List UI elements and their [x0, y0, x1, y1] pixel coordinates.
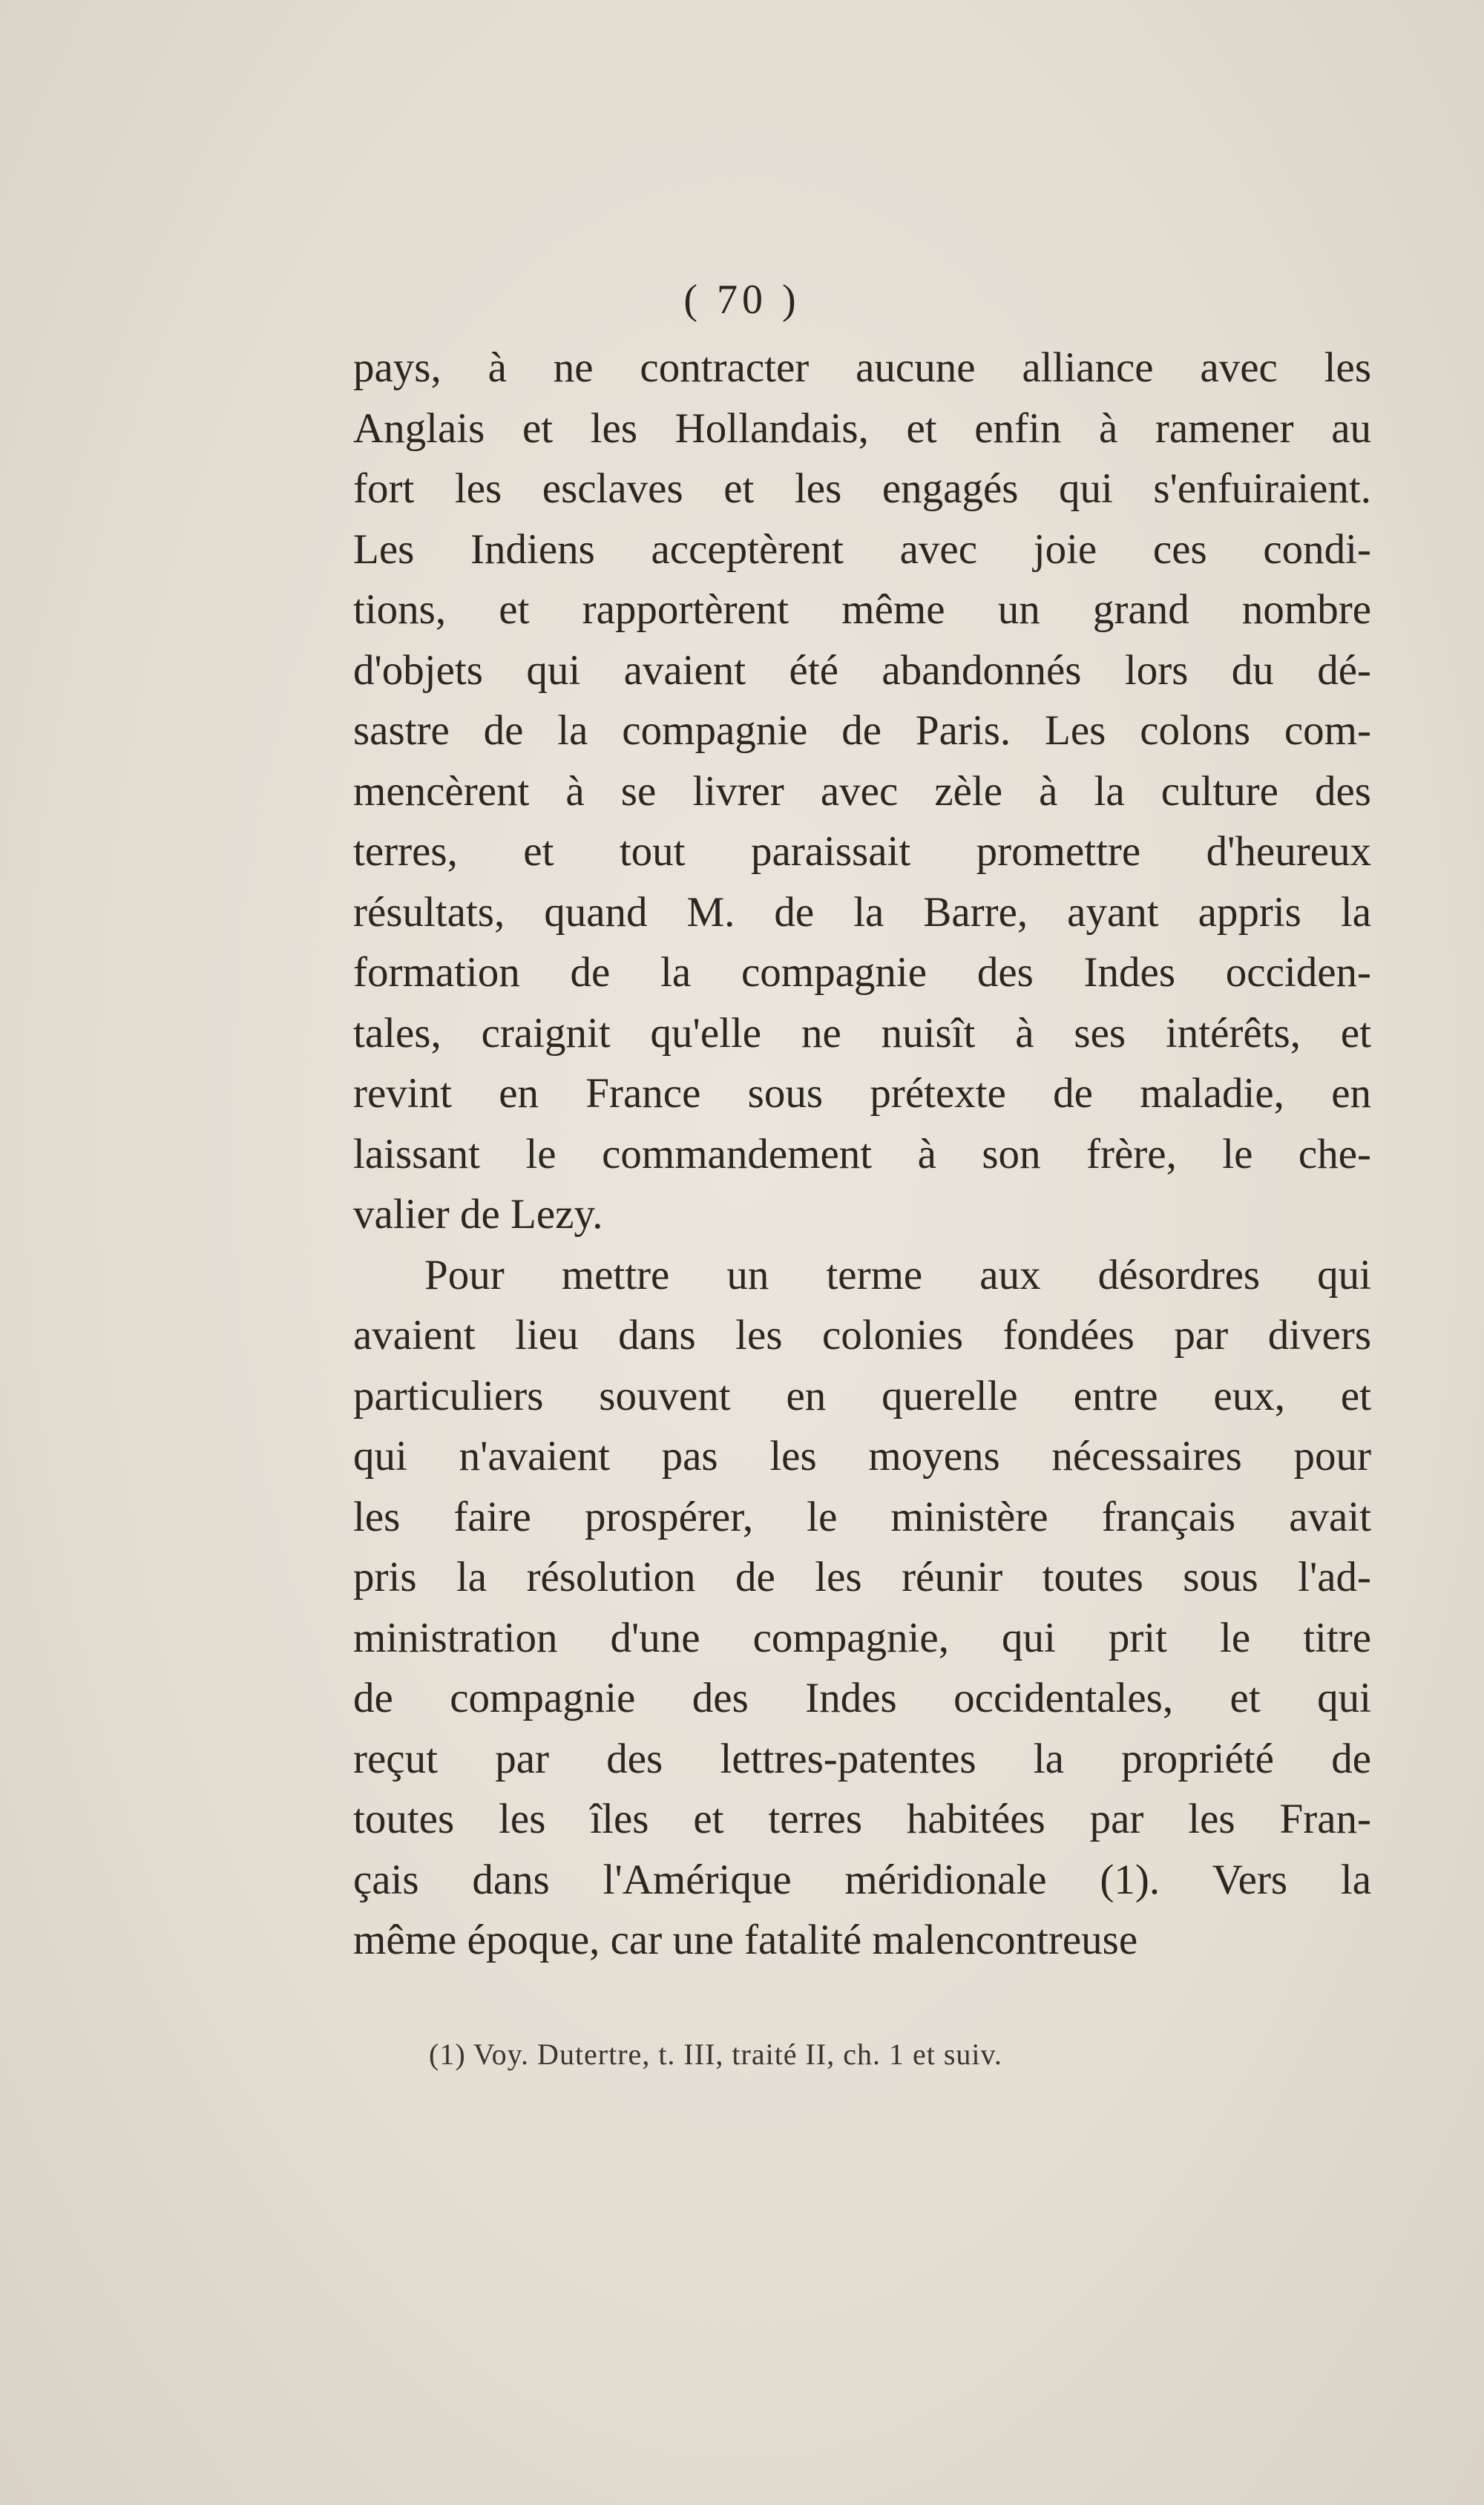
text-line: pris la résolution de les réunir toutes sous l'ad-	[353, 1554, 1371, 1600]
text-line: de compagnie des Indes occidentales, et qui	[353, 1675, 1371, 1721]
text-line: particuliers souvent en querelle entre eux, et	[353, 1372, 1371, 1419]
text-line: fort les esclaves et les engagés qui s'enfuiraient.	[353, 465, 1371, 512]
paragraph	[353, 1245, 1371, 1971]
text-line: ministration d'une compagnie, qui prit le titre	[353, 1614, 1371, 1661]
text-line: tales, craignit qu'elle ne nuisît à ses intérêts, et	[353, 1009, 1371, 1057]
text-line: pays, à ne contracter aucune alliance avec les	[353, 344, 1371, 391]
footnote: (1) Voy. Dutertre, t. III, traité II, ch. 1 et suiv.	[429, 2038, 1002, 2071]
body-text	[353, 338, 1371, 1971]
text-line: terres, et tout paraissait promettre d'heureux	[353, 828, 1371, 875]
text-line: revint en France sous prétexte de maladie, en	[353, 1070, 1371, 1117]
text-line: Pour mettre un terme aux désordres qui	[424, 1251, 1371, 1299]
text-line: reçut par des lettres-patentes la propriété de	[353, 1735, 1371, 1782]
text-line: qui n'avaient pas les moyens nécessaires pour	[353, 1433, 1371, 1480]
text-line: Les Indiens acceptèrent avec joie ces condi-	[353, 525, 1371, 573]
text-line: laissant le commandement à son frère, le che-	[353, 1130, 1371, 1178]
text-line: valier de Lezy.	[353, 1191, 603, 1238]
paragraph	[353, 338, 1371, 1245]
text-line: tions, et rapportèrent même un grand nombre	[353, 586, 1371, 633]
text-line: avaient lieu dans les colonies fondées par divers	[353, 1312, 1371, 1359]
text-line: même époque, car une fatalité malencontreuse	[353, 1917, 1138, 1963]
text-line: sastre de la compagnie de Paris. Les colons com-	[353, 707, 1371, 754]
text-line: çais dans l'Amérique méridionale (1). Vers la	[353, 1856, 1371, 1903]
text-line: résultats, quand M. de la Barre, ayant appris la	[353, 888, 1371, 936]
text-line: formation de la compagnie des Indes occiden-	[353, 949, 1371, 996]
text-line: les faire prospérer, le ministère français avait	[353, 1493, 1371, 1540]
text-line: mencèrent à se livrer avec zèle à la culture des	[353, 767, 1371, 815]
text-line: d'objets qui avaient été abandonnés lors du dé-	[353, 646, 1371, 694]
text-line: toutes les îles et terres habitées par les Fran-	[353, 1796, 1371, 1842]
text-line: Anglais et les Hollandais, et enfin à ramener au	[353, 404, 1371, 452]
page-number: ( 70 )	[683, 277, 801, 323]
